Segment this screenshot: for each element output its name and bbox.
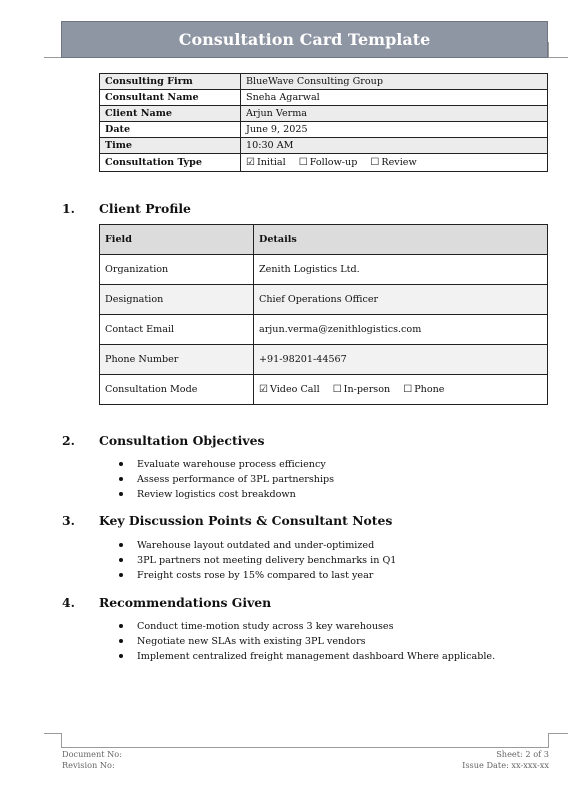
document-title: Consultation Card Template	[61, 21, 548, 58]
section-number: 2.	[62, 433, 75, 448]
list-item: Review logistics cost breakdown	[118, 487, 334, 502]
crop-mark-top-right	[549, 57, 568, 58]
revision-number: Revision No:	[62, 760, 115, 770]
info-label: Client Name	[100, 106, 241, 122]
checkbox-checked-icon[interactable]: ☑	[246, 157, 255, 168]
info-row-consultation-type	[100, 154, 548, 172]
consultation-mode-options	[254, 375, 548, 405]
info-label: Consultation Type	[100, 154, 241, 172]
crop-mark-bottom-right-v	[548, 733, 549, 748]
section-number: 4.	[62, 595, 75, 610]
list-item: Freight costs rose by 15% compared to last year	[118, 568, 396, 583]
list-item: 3PL partners not meeting delivery benchmarks in Q1	[118, 553, 396, 568]
section-title: Key Discussion Points & Consultant Notes	[99, 513, 393, 528]
profile-details: +91-98201-44567	[254, 345, 548, 375]
option-label: Review	[381, 157, 417, 168]
option-review[interactable]	[370, 157, 416, 168]
section-title: Recommendations Given	[99, 595, 272, 610]
info-value: Arjun Verma	[241, 106, 548, 122]
sheet-number: Sheet: 2 of 3	[496, 749, 549, 759]
section-heading	[62, 513, 542, 528]
consultation-info-table	[99, 73, 548, 172]
info-row	[100, 106, 548, 122]
crop-mark-bottom-right	[549, 733, 568, 734]
info-label: Date	[100, 122, 241, 138]
column-header: Details	[254, 225, 548, 255]
checkbox-unchecked-icon[interactable]: ☐	[403, 384, 413, 395]
option-label: Follow-up	[309, 157, 358, 168]
info-row	[100, 122, 548, 138]
section-heading	[62, 595, 542, 610]
table-row	[100, 315, 548, 345]
table-row	[100, 255, 548, 285]
checkbox-unchecked-icon[interactable]: ☐	[370, 157, 380, 168]
option-follow-up[interactable]	[299, 157, 358, 168]
info-value: 10:30 AM	[241, 138, 548, 154]
footer-right	[462, 749, 549, 771]
profile-details: arjun.verma@zenithlogistics.com	[254, 315, 548, 345]
section-number: 1.	[62, 201, 75, 216]
client-profile-table	[99, 224, 548, 405]
section-heading	[62, 201, 542, 216]
info-label: Consulting Firm	[100, 74, 241, 90]
discussion-list	[118, 538, 396, 583]
option-video-call[interactable]	[259, 384, 320, 395]
option-phone[interactable]	[403, 384, 444, 395]
section-title: Client Profile	[99, 201, 191, 216]
footer-left	[62, 749, 122, 771]
objectives-list	[118, 457, 334, 502]
option-in-person[interactable]	[333, 384, 390, 395]
crop-mark-bottom-left	[44, 733, 61, 734]
info-row	[100, 138, 548, 154]
info-label: Consultant Name	[100, 90, 241, 106]
table-row	[100, 285, 548, 315]
profile-details: Chief Operations Officer	[254, 285, 548, 315]
info-row	[100, 90, 548, 106]
list-item: Assess performance of 3PL partnerships	[118, 472, 334, 487]
info-value: Sneha Agarwal	[241, 90, 548, 106]
column-header: Field	[100, 225, 254, 255]
profile-field: Consultation Mode	[100, 375, 254, 405]
checkbox-unchecked-icon[interactable]: ☐	[332, 384, 342, 395]
option-label: Initial	[256, 157, 286, 168]
option-label: In-person	[343, 384, 391, 395]
consultation-type-options	[241, 154, 548, 172]
profile-details: Zenith Logistics Ltd.	[254, 255, 548, 285]
list-item: Conduct time-motion study across 3 key warehouses	[118, 619, 495, 634]
recommendations-list	[118, 619, 495, 664]
option-label: Video Call	[269, 384, 320, 395]
document-number: Document No:	[62, 749, 122, 759]
table-row-consultation-mode	[100, 375, 548, 405]
info-value: BlueWave Consulting Group	[241, 74, 548, 90]
crop-mark-top-left	[44, 57, 61, 58]
profile-field: Organization	[100, 255, 254, 285]
issue-date: Issue Date: xx-xxx-xx	[462, 760, 549, 770]
profile-field: Designation	[100, 285, 254, 315]
option-label: Phone	[414, 384, 445, 395]
list-item: Warehouse layout outdated and under-optimized	[118, 538, 396, 553]
crop-mark-top-right-v	[548, 42, 549, 58]
crop-mark-bottom-left-v	[61, 733, 62, 748]
list-item: Implement centralized freight management dashboard Where applicable.	[118, 649, 495, 664]
checkbox-unchecked-icon[interactable]: ☐	[298, 157, 308, 168]
profile-field: Contact Email	[100, 315, 254, 345]
section-number: 3.	[62, 513, 75, 528]
info-row	[100, 74, 548, 90]
checkbox-checked-icon[interactable]: ☑	[259, 384, 268, 395]
list-item: Negotiate new SLAs with existing 3PL vendors	[118, 634, 495, 649]
info-label: Time	[100, 138, 241, 154]
list-item: Evaluate warehouse process efficiency	[118, 457, 334, 472]
table-header-row	[100, 225, 548, 255]
profile-field: Phone Number	[100, 345, 254, 375]
info-value: June 9, 2025	[241, 122, 548, 138]
option-initial[interactable]	[246, 157, 286, 168]
table-row	[100, 345, 548, 375]
footer-rule	[61, 747, 549, 748]
section-heading	[62, 433, 542, 448]
section-title: Consultation Objectives	[99, 433, 265, 448]
